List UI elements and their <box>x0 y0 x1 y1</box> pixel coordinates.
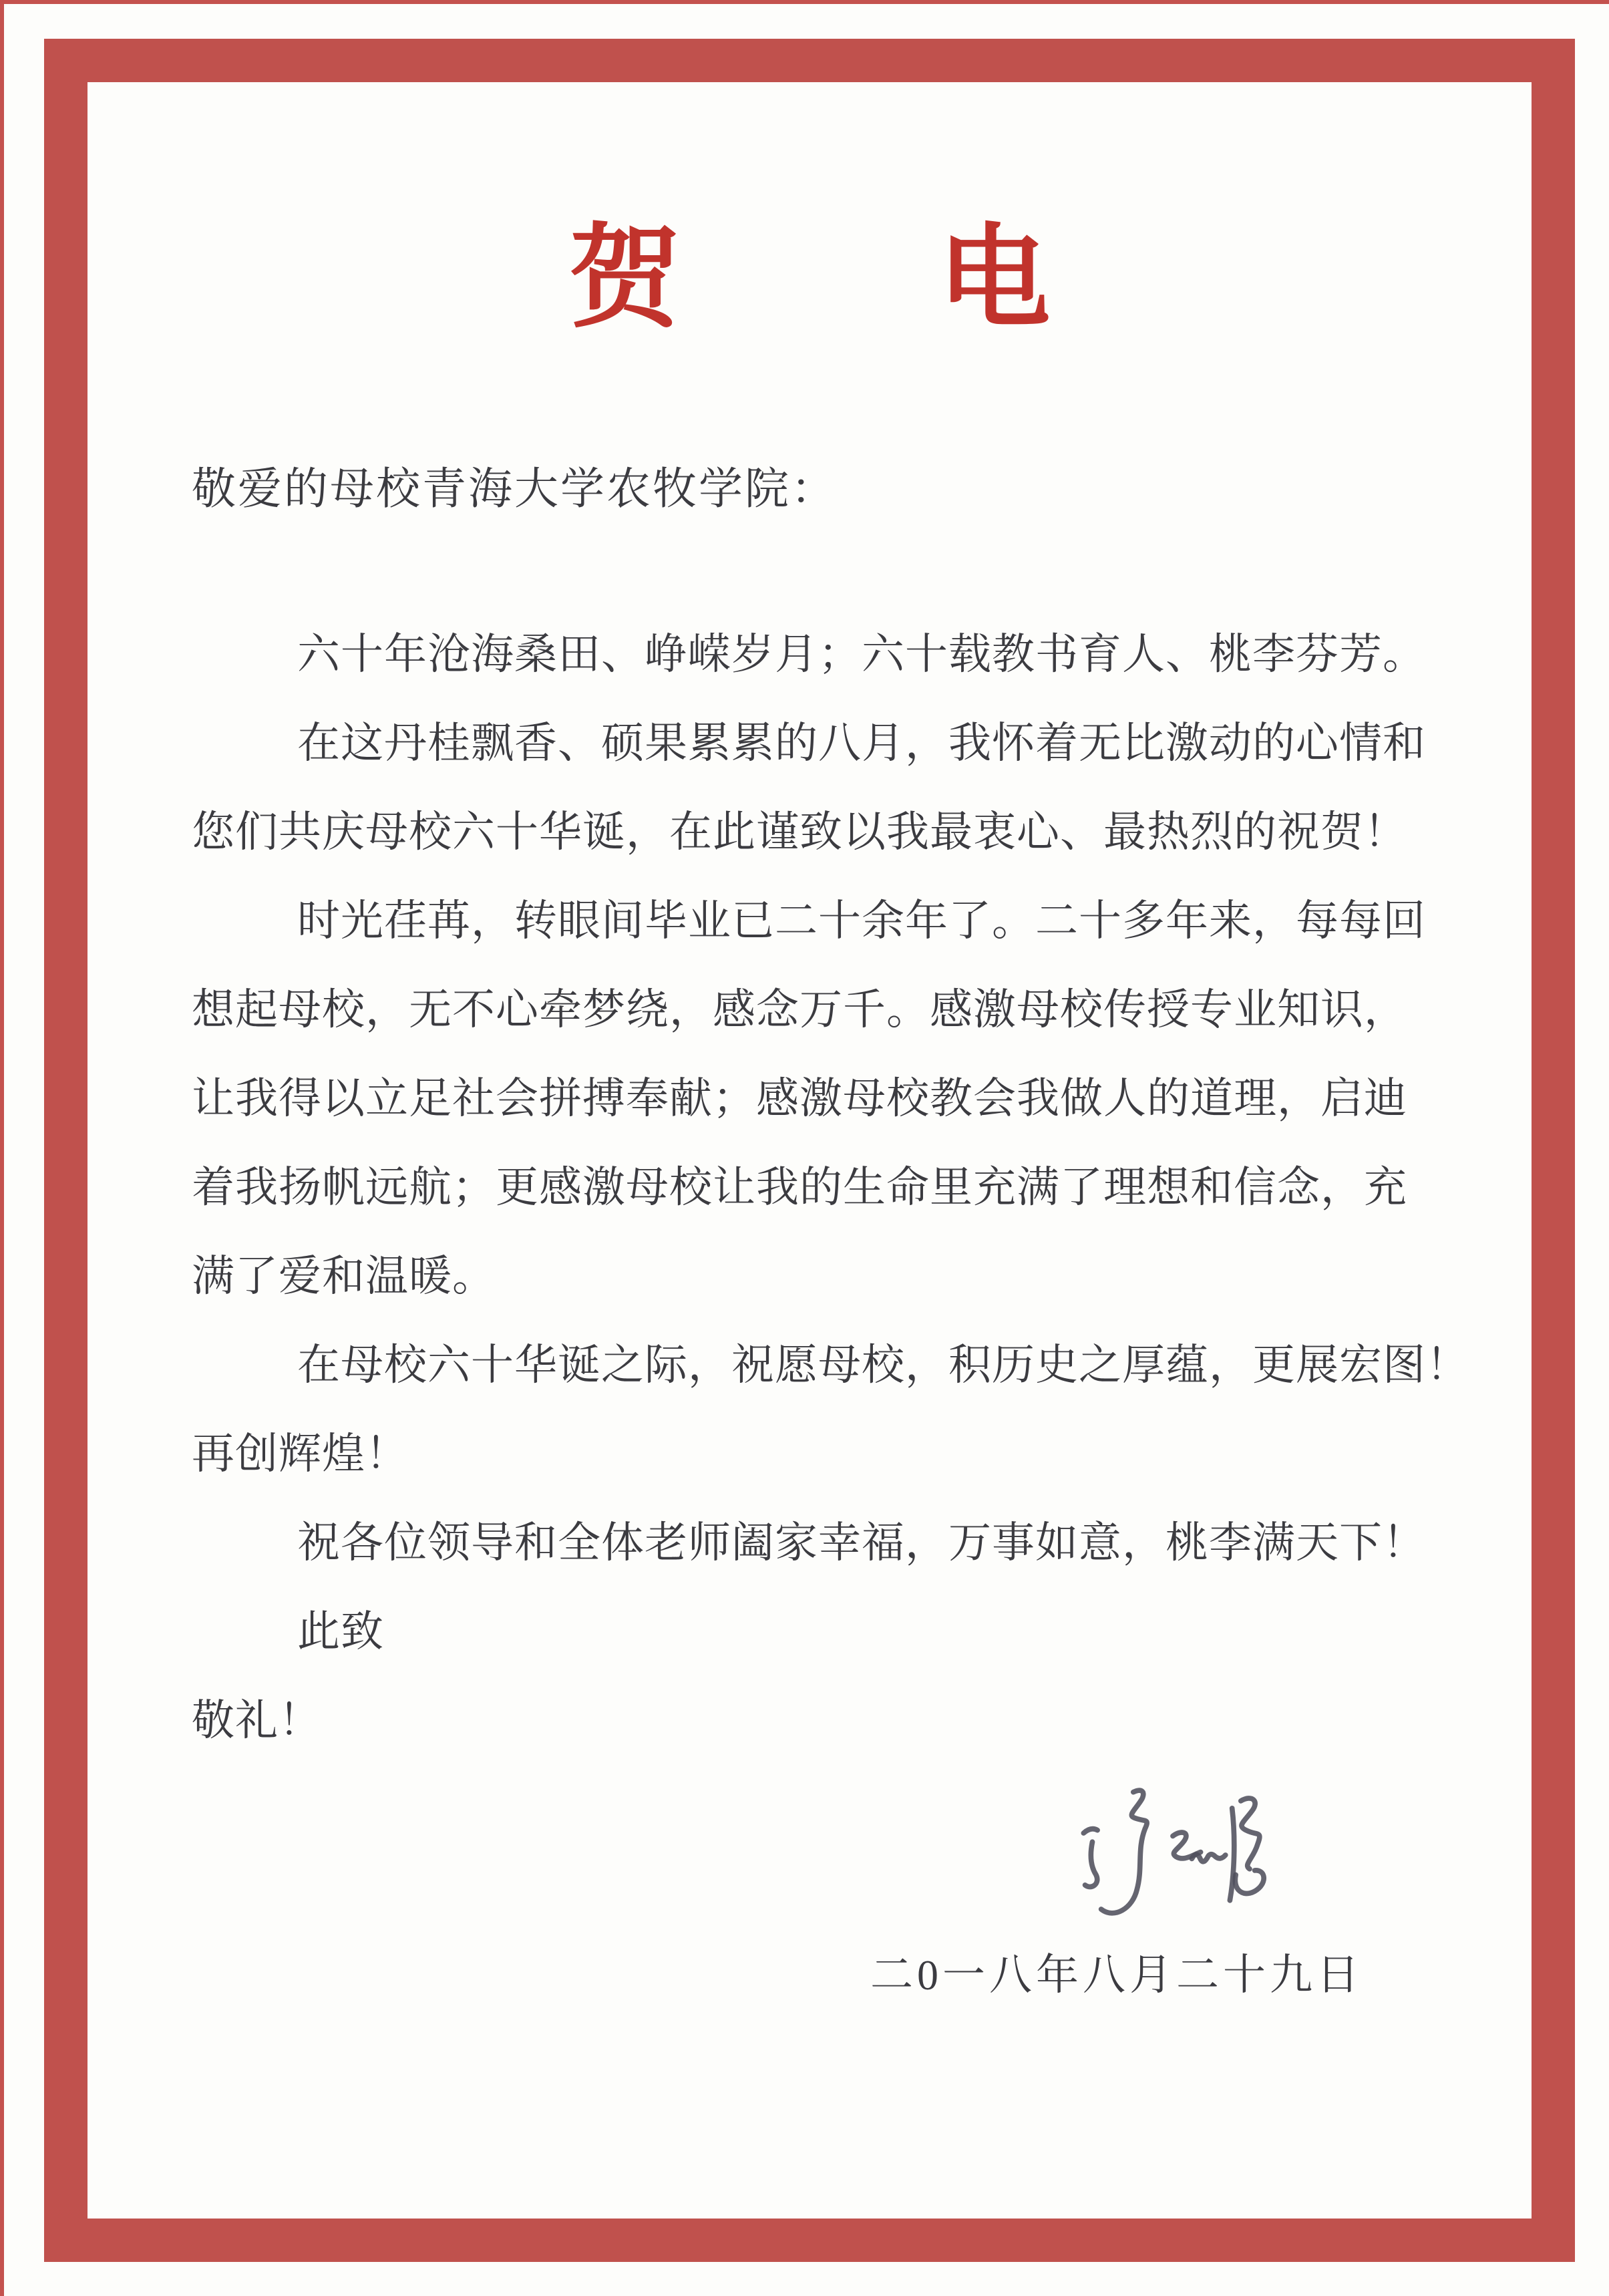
body-line: 您们共庆母校六十华诞，在此谨致以我最衷心、最热烈的祝贺！ <box>192 808 1407 856</box>
scan-edge-top <box>0 0 1609 4</box>
body-line: 时光荏苒，转眼间毕业已二十余年了。二十多年来，每每回 <box>297 897 1426 945</box>
letter-body <box>192 610 1521 1765</box>
date-line: 二0一八年八月二十九日 <box>870 1951 1363 1999</box>
body-line: 让我得以立足社会拼搏奉献；感激母校教会我做人的道理，启迪 <box>192 1075 1407 1122</box>
letter-content <box>87 82 1532 2219</box>
body-line: 祝各位领导和全体老师阖家幸福，万事如意，桃李满天下！ <box>297 1519 1426 1567</box>
title-char-he: 贺 <box>568 217 681 341</box>
body-line: 满了爱和温暖。 <box>192 1253 496 1300</box>
body-line: 敬礼！ <box>192 1697 322 1744</box>
body-line: 此致 <box>297 1608 384 1655</box>
body-line: 想起母校，无不心牵梦绕，感念万千。感激母校传授专业知识， <box>192 986 1407 1033</box>
signature-handwriting <box>1025 1779 1306 1933</box>
salutation-line: 敬爱的母校青海大学农牧学院： <box>192 465 837 514</box>
red-border-frame <box>44 39 1575 2262</box>
body-line: 在这丹桂飘香、硕果累累的八月，我怀着无比激动的心情和 <box>297 719 1426 767</box>
body-line: 在母校六十华诞之际，祝愿母校，积历史之厚蕴，更展宏图！ <box>297 1341 1469 1389</box>
letter-title <box>87 209 1532 349</box>
scan-edge-left <box>0 0 4 2296</box>
body-line: 再创辉煌！ <box>192 1430 409 1478</box>
body-line: 着我扬帆远航；更感激母校让我的生命里充满了理想和信念，充 <box>192 1164 1407 1211</box>
body-line: 六十年沧海桑田、峥嵘岁月；六十载教书育人、桃李芬芳。 <box>297 631 1426 678</box>
title-char-dian: 电 <box>938 217 1051 341</box>
